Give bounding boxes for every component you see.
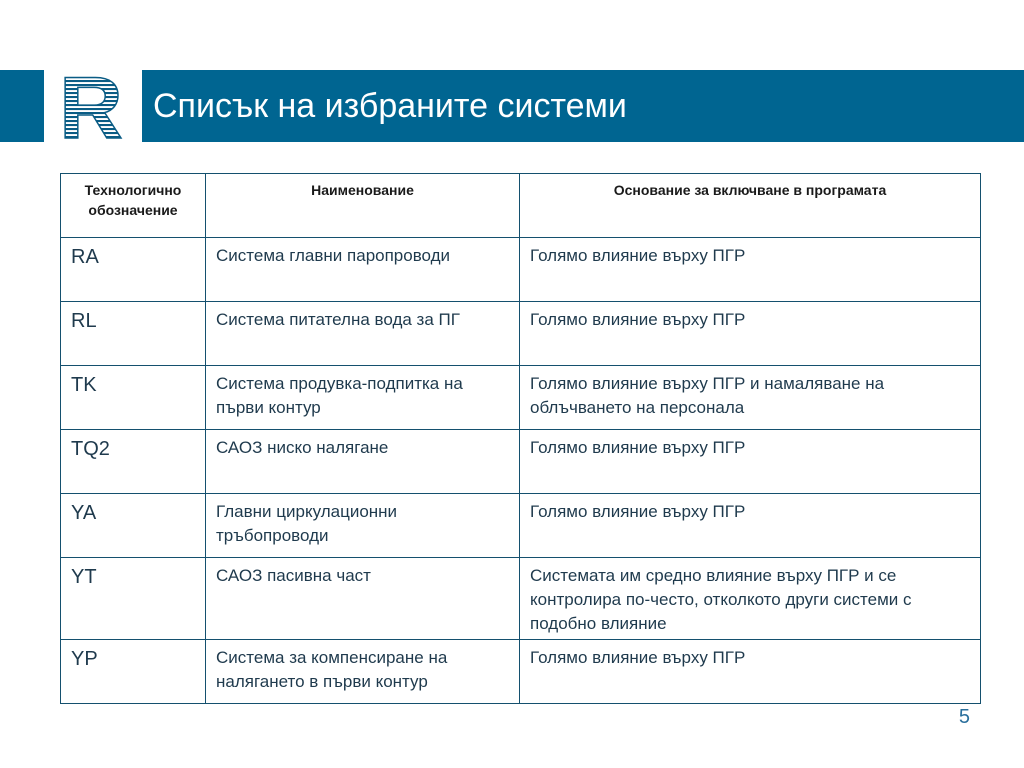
page-title: Списък на избраните системи [153, 87, 627, 125]
table-row [61, 238, 981, 302]
system-code: TK [61, 366, 206, 430]
system-reason: Голямо влияние върху ПГР [520, 430, 981, 494]
table-row [61, 366, 981, 430]
header-bar-left [0, 70, 44, 142]
system-name: САОЗ ниско налягане [206, 430, 520, 494]
table-row [61, 640, 981, 704]
system-reason: Голямо влияние върху ПГР и намаляване на облъчването на персонала [520, 366, 981, 430]
system-reason: Голямо влияние върху ПГР [520, 238, 981, 302]
logo-letter: R [59, 68, 123, 144]
table-row [61, 430, 981, 494]
system-name: Система главни паропроводи [206, 238, 520, 302]
system-name: Система продувка-подпитка на първи контур [206, 366, 520, 430]
table-header-row [61, 174, 981, 238]
table-row [61, 302, 981, 366]
column-header-reason: Основание за включване в програмата [520, 174, 981, 238]
page-number: 5 [958, 706, 970, 728]
system-reason: Системата им средно влияние върху ПГР и се контролира по-често, отколкото други системи с подобно влияние [520, 558, 981, 640]
system-code: YP [61, 640, 206, 704]
system-reason: Голямо влияние върху ПГР [520, 494, 981, 558]
system-name: Система питателна вода за ПГ [206, 302, 520, 366]
system-code: YT [61, 558, 206, 640]
system-code: RL [61, 302, 206, 366]
system-name: Главни циркулационни тръбопроводи [206, 494, 520, 558]
system-name: Система за компенсиране на налягането в първи контур [206, 640, 520, 704]
column-header-name: Наименование [206, 174, 520, 238]
system-code: RA [61, 238, 206, 302]
system-code: TQ2 [61, 430, 206, 494]
company-logo [56, 68, 126, 144]
system-reason: Голямо влияние върху ПГР [520, 640, 981, 704]
systems-table [60, 173, 981, 704]
system-code: YA [61, 494, 206, 558]
table-row [61, 494, 981, 558]
system-name: САОЗ пасивна част [206, 558, 520, 640]
column-header-code: Технологично обозначение [61, 174, 206, 238]
system-reason: Голямо влияние върху ПГР [520, 302, 981, 366]
table-row [61, 558, 981, 640]
